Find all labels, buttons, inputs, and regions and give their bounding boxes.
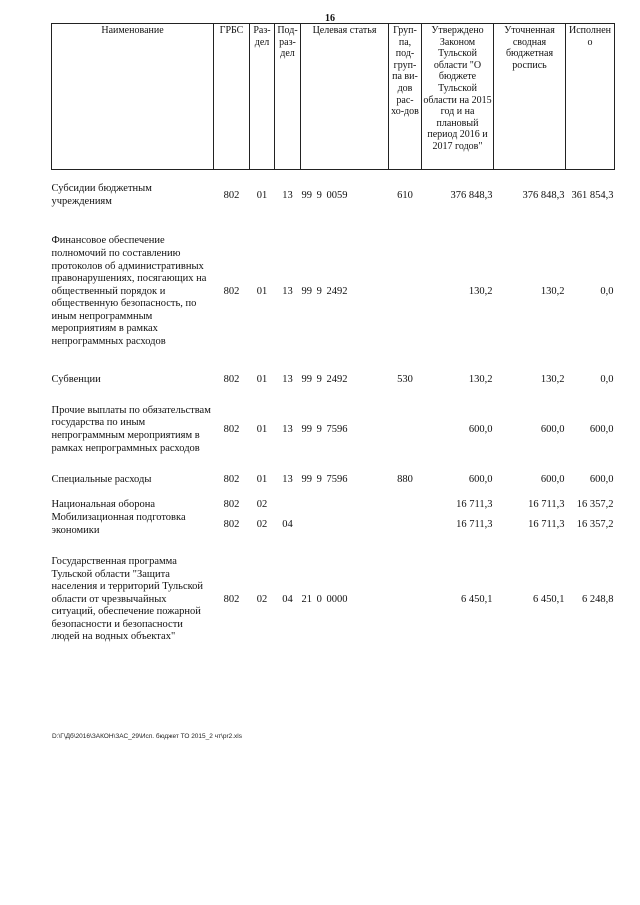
row-approved: 130,2 bbox=[468, 373, 493, 385]
row-razdel: 01 bbox=[256, 189, 268, 201]
table-row bbox=[52, 512, 615, 538]
row-article: 99 9 0059 bbox=[301, 189, 348, 201]
header-razdel: Раз-дел bbox=[250, 24, 275, 170]
row-executed: 16 357,2 bbox=[576, 498, 614, 510]
row-name: Мобилизационная подготовка экономики bbox=[51, 512, 186, 536]
header-grbs: ГРБС bbox=[214, 24, 250, 170]
header-revised: Уточненная сводная бюджетная роспись bbox=[494, 24, 566, 170]
budget-table bbox=[51, 23, 615, 652]
table-spacer bbox=[52, 388, 615, 398]
row-executed: 600,0 bbox=[589, 473, 614, 485]
row-grbs: 802 bbox=[223, 473, 240, 485]
row-approved: 600,0 bbox=[468, 423, 493, 435]
row-podrazdel: 04 bbox=[282, 518, 293, 530]
row-podrazdel bbox=[275, 498, 301, 512]
row-article: 99 9 7596 bbox=[301, 423, 348, 435]
row-grbs: 802 bbox=[223, 189, 240, 201]
row-article: 99 9 2492 bbox=[301, 373, 348, 385]
row-article: 99 9 2492 bbox=[301, 285, 348, 297]
row-group: 530 bbox=[397, 373, 413, 385]
row-razdel: 01 bbox=[256, 473, 268, 485]
row-approved: 130,2 bbox=[468, 285, 493, 297]
row-revised: 376 848,3 bbox=[522, 189, 565, 201]
row-group bbox=[389, 512, 422, 538]
row-grbs: 802 bbox=[223, 423, 240, 435]
row-name: Субвенции bbox=[51, 373, 101, 385]
row-grbs: 802 bbox=[223, 498, 240, 510]
row-name: Национальная оборона bbox=[51, 498, 155, 510]
row-revised: 600,0 bbox=[540, 473, 565, 485]
row-razdel: 02 bbox=[256, 518, 268, 530]
row-group bbox=[389, 222, 422, 362]
row-podrazdel: 13 bbox=[282, 285, 293, 297]
table-header-row bbox=[52, 24, 615, 170]
header-group: Груп-па, под-груп-па ви-дов рас-хо-дов bbox=[389, 24, 422, 170]
row-podrazdel: 13 bbox=[282, 423, 293, 435]
table-row bbox=[52, 222, 615, 362]
row-group bbox=[389, 398, 422, 462]
row-article bbox=[301, 512, 389, 538]
row-article bbox=[301, 498, 389, 512]
row-approved: 6 450,1 bbox=[461, 593, 493, 605]
row-podrazdel: 13 bbox=[282, 473, 293, 485]
row-approved: 600,0 bbox=[468, 473, 493, 485]
row-name: Специальные расходы bbox=[51, 473, 152, 485]
row-grbs: 802 bbox=[223, 518, 240, 530]
row-executed: 0,0 bbox=[600, 373, 614, 385]
row-approved: 16 711,3 bbox=[456, 498, 493, 510]
header-podrazdel: Под-раз-дел bbox=[275, 24, 301, 170]
row-podrazdel: 13 bbox=[282, 189, 293, 201]
row-revised: 16 711,3 bbox=[528, 498, 565, 510]
row-group bbox=[389, 498, 422, 512]
table-row bbox=[52, 498, 615, 512]
row-revised: 600,0 bbox=[540, 423, 565, 435]
row-approved: 16 711,3 bbox=[456, 518, 493, 530]
row-executed: 16 357,2 bbox=[576, 518, 614, 530]
header-article: Целевая статья bbox=[301, 24, 389, 170]
table-row bbox=[52, 180, 615, 212]
table-spacer bbox=[52, 212, 615, 222]
table-row bbox=[52, 372, 615, 388]
row-approved: 376 848,3 bbox=[450, 189, 493, 201]
table-spacer bbox=[52, 538, 615, 548]
row-name: Государственная программа Тульской области "Защита населения и территорий Тульской области от чрезвычайных ситуаций, обеспечение пожарной безопасности и безопасности людей на водных объектах" bbox=[51, 555, 204, 643]
row-razdel: 01 bbox=[256, 285, 268, 297]
row-revised: 130,2 bbox=[540, 373, 565, 385]
row-razdel: 01 bbox=[256, 373, 268, 385]
row-executed: 6 248,8 bbox=[582, 593, 614, 605]
row-razdel: 02 bbox=[256, 593, 268, 605]
page-number: 16 bbox=[325, 13, 335, 24]
table-spacer bbox=[52, 362, 615, 372]
row-group: 880 bbox=[397, 473, 413, 485]
table-spacer bbox=[52, 488, 615, 498]
file-path-footer: D:\Г\Дб\2016\ЗАКОН\ЗАС_29\Исп. бюджет ТО 2015_2 чт\pr2.xls bbox=[52, 733, 243, 740]
row-grbs: 802 bbox=[223, 593, 240, 605]
row-revised: 130,2 bbox=[540, 285, 565, 297]
table-row bbox=[52, 472, 615, 488]
row-article: 99 9 7596 bbox=[301, 473, 348, 485]
row-name: Субсидии бюджетным учреждениям bbox=[51, 183, 152, 207]
table-row bbox=[52, 398, 615, 462]
table-spacer bbox=[52, 462, 615, 472]
row-grbs: 802 bbox=[223, 285, 240, 297]
row-razdel: 01 bbox=[256, 423, 268, 435]
row-podrazdel: 04 bbox=[282, 593, 293, 605]
row-name: Прочие выплаты по обязательствам государства по иным непрограммным мероприятиям в рамках непрограммных расходов bbox=[51, 404, 211, 454]
row-article: 21 0 0000 bbox=[301, 593, 348, 605]
row-executed: 600,0 bbox=[589, 423, 614, 435]
row-razdel: 02 bbox=[256, 498, 268, 510]
row-name: Финансовое обеспечение полномочий по составлению протоколов об административных правонарушениях, посягающих на общественный порядок и общественную безопасность, по иным непрограммным мероприятиям в рамках непрограммных расходов bbox=[51, 235, 207, 348]
row-executed: 361 854,3 bbox=[571, 189, 614, 201]
table-spacer bbox=[52, 170, 615, 181]
header-name: Наименование bbox=[52, 24, 214, 170]
table-row bbox=[52, 548, 615, 652]
row-executed: 0,0 bbox=[600, 285, 614, 297]
header-approved: Утверждено Законом Тульской области "О бюджете Тульской области на 2015 год и на плановый период 2016 и 2017 годов" bbox=[422, 24, 494, 170]
row-group bbox=[389, 548, 422, 652]
row-revised: 16 711,3 bbox=[528, 518, 565, 530]
row-grbs: 802 bbox=[223, 373, 240, 385]
row-revised: 6 450,1 bbox=[533, 593, 565, 605]
row-podrazdel: 13 bbox=[282, 373, 293, 385]
row-group: 610 bbox=[397, 189, 413, 201]
header-executed: Исполнено bbox=[566, 24, 615, 170]
